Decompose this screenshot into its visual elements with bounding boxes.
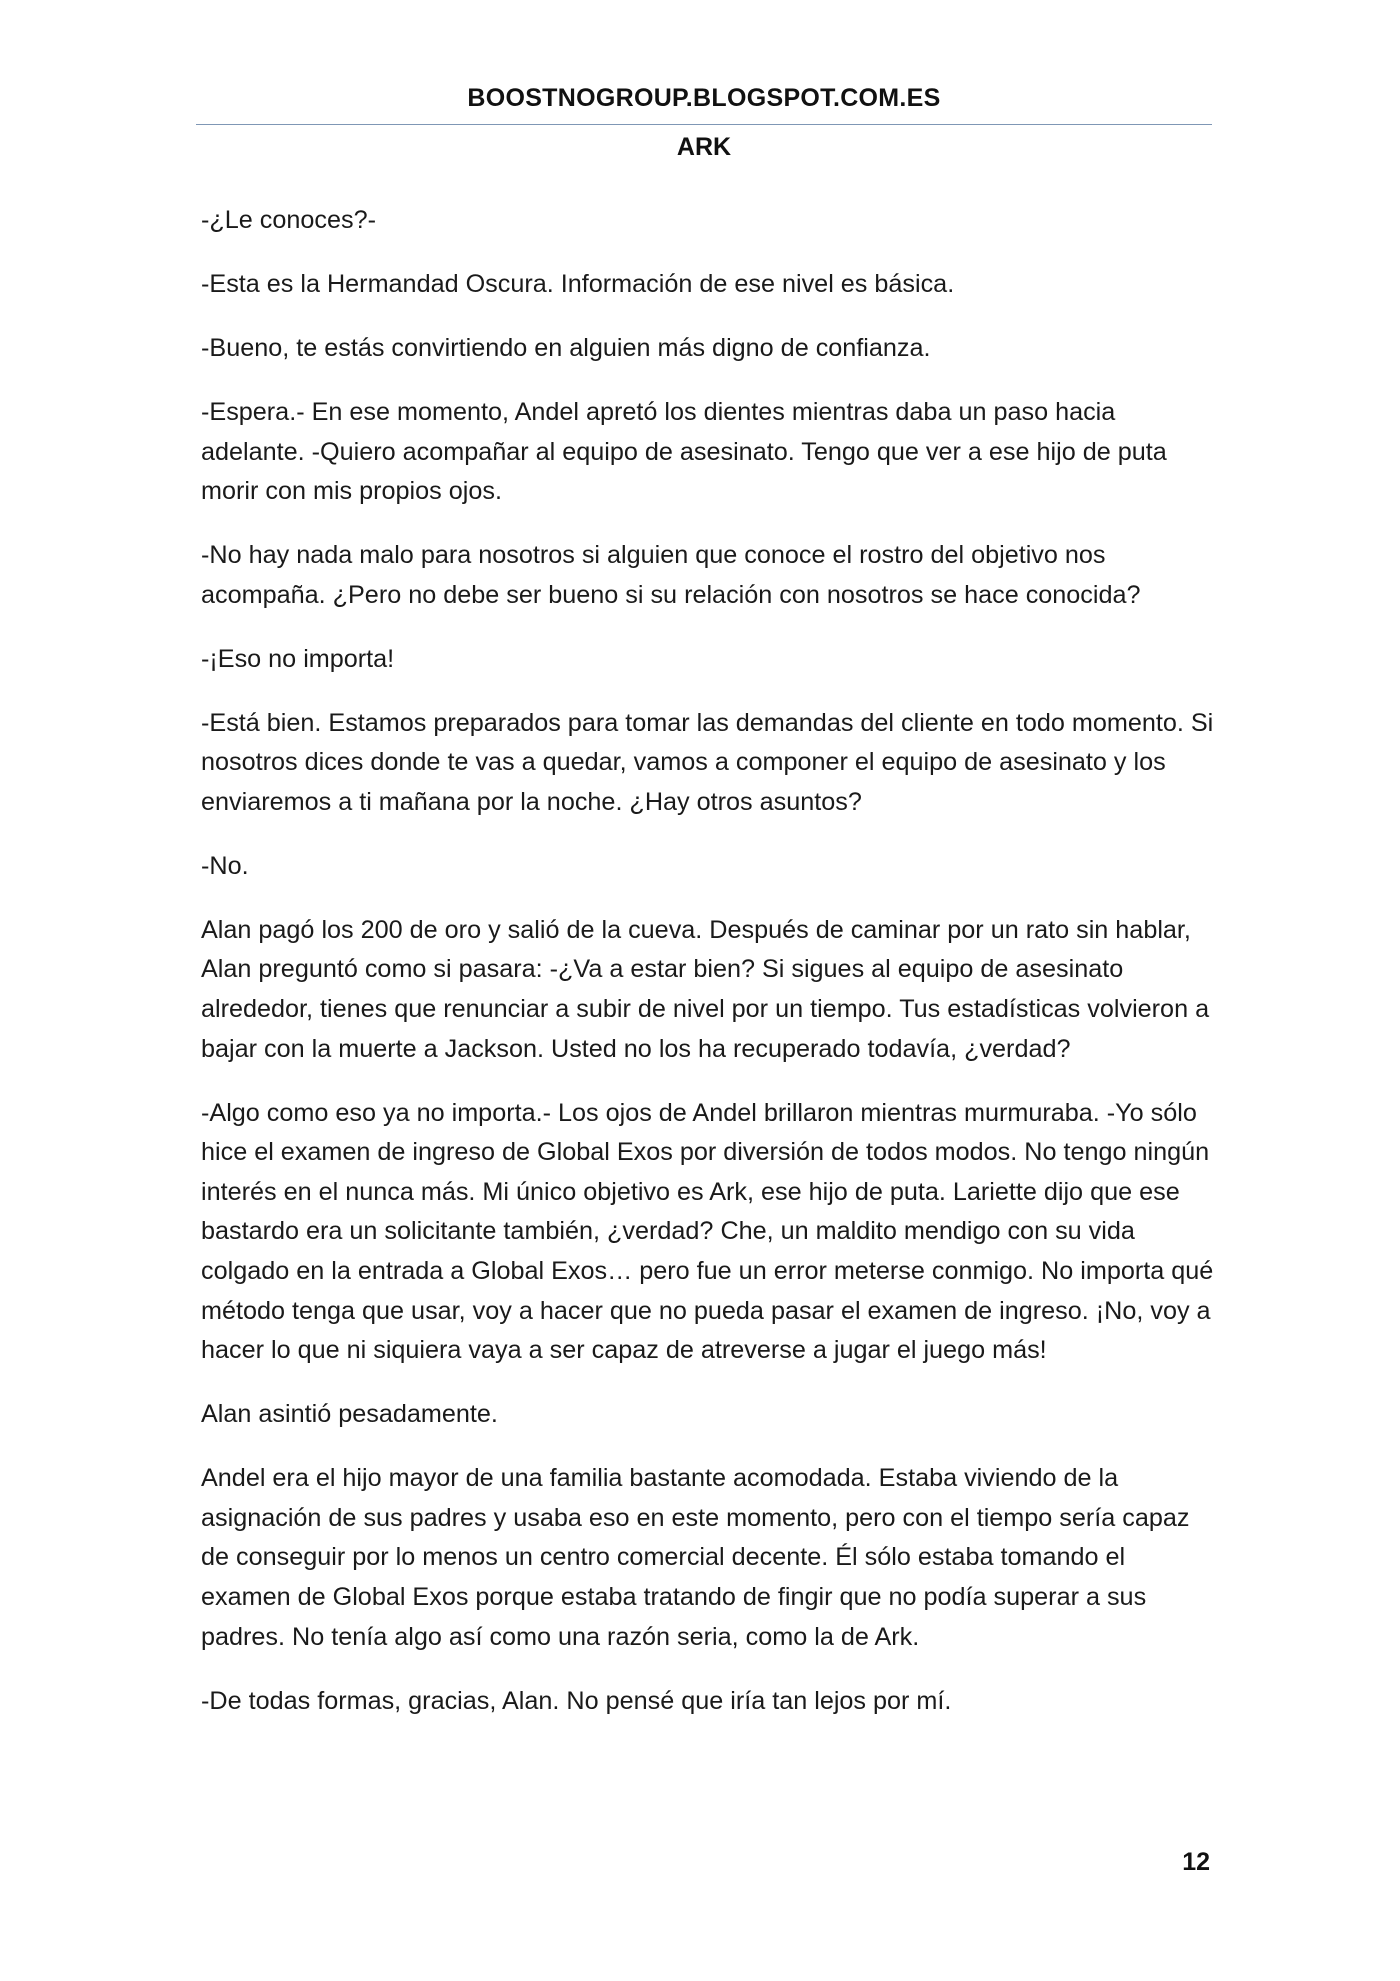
paragraph: -¿Le conoces?- xyxy=(201,206,376,234)
paragraph: Alan asintió pesadamente. xyxy=(201,1400,498,1429)
paragraph: -No. xyxy=(201,851,249,880)
site-header: BOOSTNOGROUP.BLOGSPOT.COM.ES xyxy=(467,84,941,112)
paragraph: -Algo como eso ya no importa.- Los ojos de Andel brillaron mientras murmuraba. -Yo sólo hice el examen de ingreso de Global Exos por diversión de todos modos. No tengo ningún interés en el nunca más. Mi único objetivo es Ark, ese hijo de puta. Lariette dijo que ese bastardo era un solicitante también, ¿verdad? Che, un maldito mendigo con su vida colgado en la entrada a Global Exos… pero fue un error meterse conmigo. No importa qué método tenga que usar, voy a hacer que no pueda pasar el examen de ingreso. ¡No, voy a hacer lo que ni siquiera vaya a ser capaz de atreverse a jugar el juego más! xyxy=(201,1098,1214,1365)
paragraph: -No hay nada malo para nosotros si alguien que conoce el rostro del objetivo nos acompaña. ¿Pero no debe ser bueno si su relación con nosotros se hace conocida? xyxy=(201,541,1141,609)
paragraph: -¡Eso no importa! xyxy=(201,644,395,673)
page-number: 12 xyxy=(1182,1848,1210,1876)
header-divider xyxy=(196,124,1212,125)
paragraph: -Espera.- En ese momento, Andel apretó los dientes mientras daba un paso hacia adelante. -Quiero acompañar al equipo de asesinato. Tengo que ver a ese hijo de puta morir con mis propios ojos. xyxy=(201,397,1167,506)
book-title: ARK xyxy=(676,133,732,161)
paragraph: -Bueno, te estás convirtiendo en alguien más digno de confianza. xyxy=(201,333,931,362)
paragraph: -Esta es la Hermandad Oscura. Información de ese nivel es básica. xyxy=(201,269,955,298)
body-text xyxy=(201,201,1216,1745)
paragraph: Andel era el hijo mayor de una familia bastante acomodada. Estaba viviendo de la asignación de sus padres y usaba eso en este momento, pero con el tiempo sería capaz de conseguir por lo menos un centro comercial decente. Él sólo estaba tomando el examen de Global Exos porque estaba tratando de fingir que no podía superar a sus padres. No tenía algo así como una razón seria, como la de Ark. xyxy=(201,1464,1190,1651)
paragraph: Alan pagó los 200 de oro y salió de la cueva. Después de caminar por un rato sin hablar, Alan preguntó como si pasara: -¿Va a estar bien? Si sigues al equipo de asesinato alrededor, tienes que renunciar a subir de nivel por un tiempo. Tus estadísticas volvieron a bajar con la muerte a Jackson. Usted no los ha recuperado todavía, ¿verdad? xyxy=(201,915,1210,1063)
paragraph: -Está bien. Estamos preparados para tomar las demandas del cliente en todo momento. Si nosotros dices donde te vas a quedar, vamos a componer el equipo de asesinato y los enviaremos a ti mañana por la noche. ¿Hay otros asuntos? xyxy=(201,708,1214,816)
paragraph: -De todas formas, gracias, Alan. No pensé que iría tan lejos por mí. xyxy=(201,1686,952,1715)
